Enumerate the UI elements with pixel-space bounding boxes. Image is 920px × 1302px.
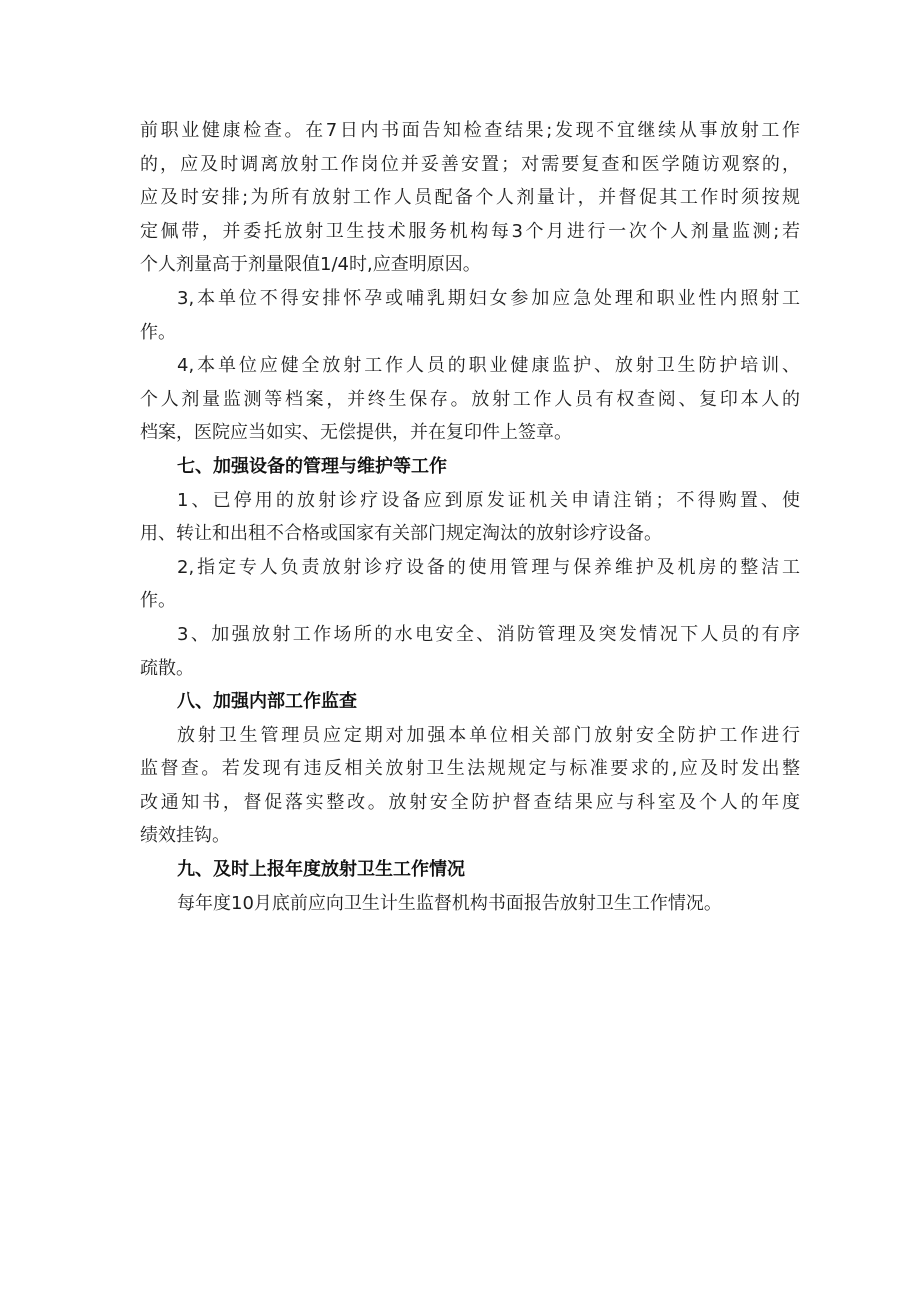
- heading-text: 八、加强内部工作监查: [177, 691, 357, 713]
- paragraph-line: 4,本单位应健全放射工作人员的职业健康监护、放射卫生防护培训、: [177, 355, 800, 377]
- paragraph-line: 放射卫生管理员应定期对加强本单位相关部门放射安全防护工作进行: [177, 724, 800, 746]
- paragraph-line: 1、已停用的放射诊疗设备应到原发证机关申请注销；不得购置、使: [177, 489, 800, 511]
- body-paragraph: [140, 719, 800, 853]
- body-paragraph: [140, 887, 800, 921]
- body-paragraph: [140, 618, 800, 685]
- section-heading: [140, 685, 800, 719]
- section-heading: [140, 853, 800, 887]
- paragraph-line: 绩效挂钩。: [140, 825, 230, 847]
- paragraph-line: 改通知书，督促落实整改。放射安全防护督查结果应与科室及个人的年度: [140, 791, 800, 813]
- paragraph-line: 监督查。若发现有违反相关放射卫生法规规定与标准要求的,应及时发出整: [140, 758, 800, 780]
- section-heading: [140, 450, 800, 484]
- body-paragraph: [140, 349, 800, 450]
- heading-text: 七、加强设备的管理与维护等工作: [177, 455, 447, 477]
- paragraph-line: 档案，医院应当如实、无偿提供，并在复印件上签章。: [140, 422, 572, 444]
- body-paragraph: [140, 551, 800, 618]
- paragraph-line: 的，应及时调离放射工作岗位并妥善安置；对需要复查和医学随访观察的，: [140, 153, 800, 175]
- body-paragraph: [140, 484, 800, 551]
- heading-text: 九、及时上报年度放射卫生工作情况: [177, 859, 465, 881]
- paragraph-line: 作。: [140, 321, 176, 343]
- body-paragraph: [140, 282, 800, 349]
- paragraph-line: 3、加强放射工作场所的水电安全、消防管理及突发情况下人员的有序: [177, 623, 800, 645]
- body-paragraph: [140, 114, 800, 282]
- paragraph-line: 应及时安排;为所有放射工作人员配备个人剂量计，并督促其工作时须按规: [140, 187, 800, 209]
- paragraph-line: 定佩带，并委托放射卫生技术服务机构每3个月进行一次个人剂量监测;若: [140, 220, 800, 242]
- paragraph-line: 每年度10月底前应向卫生计生监督机构书面报告放射卫生工作情况。: [177, 892, 722, 914]
- paragraph-line: 疏散。: [140, 657, 194, 679]
- paragraph-line: 作。: [140, 590, 176, 612]
- paragraph-line: 用、转让和出租不合格或国家有关部门规定淘汰的放射诊疗设备。: [140, 523, 662, 545]
- paragraph-line: 前职业健康检查。在7日内书面告知检查结果;发现不宜继续从事放射工作: [140, 120, 800, 141]
- document-page: [140, 114, 800, 920]
- paragraph-line: 个人剂量监测等档案，并终生保存。放射工作人员有权查阅、复印本人的: [140, 388, 800, 410]
- paragraph-line: 3,本单位不得安排怀孕或哺乳期妇女参加应急处理和职业性内照射工: [177, 287, 800, 309]
- paragraph-line: 2,指定专人负责放射诊疗设备的使用管理与保养维护及机房的整洁工: [177, 556, 800, 578]
- paragraph-line: 个人剂量高于剂量限值1/4时,应查明原因。: [140, 254, 481, 276]
